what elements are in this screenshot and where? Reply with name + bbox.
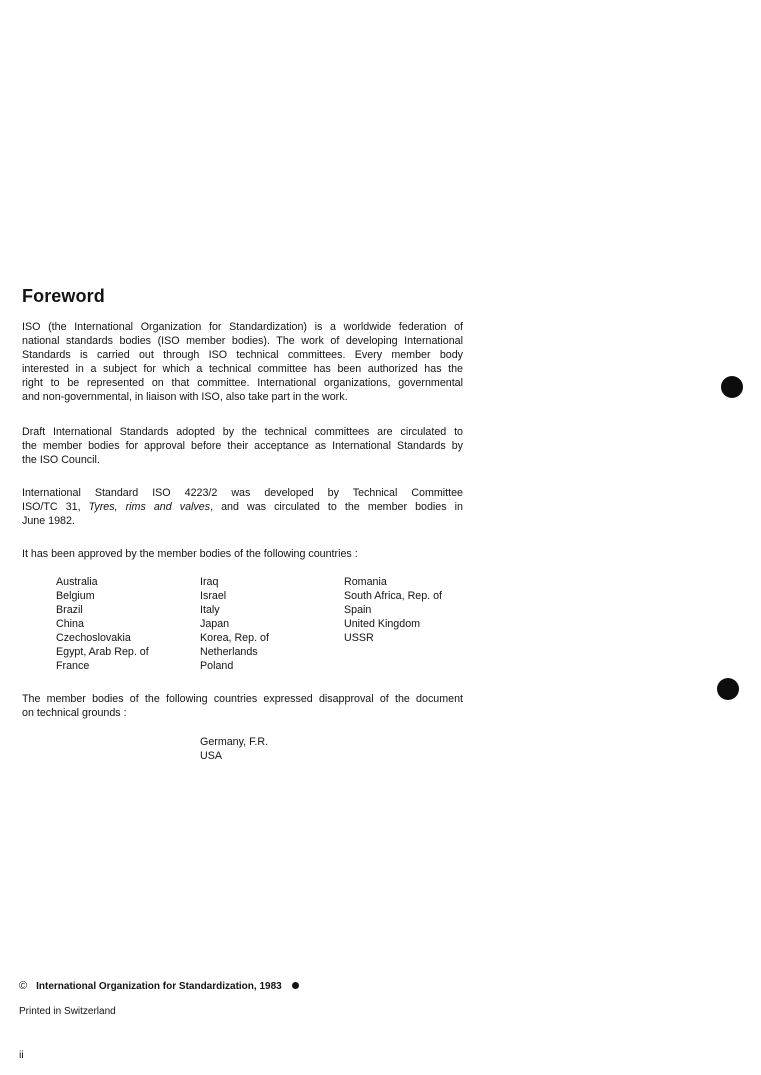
text-line: ISO (the International Organization for Standardization) is a worldwide federation of — [22, 321, 463, 333]
country-item: Romania — [344, 576, 387, 588]
text-segment: ISO/TC 31, — [22, 501, 89, 513]
text-line: interested in a subject for which a technical committee has been authorized has the — [22, 363, 463, 375]
country-item: Brazil — [56, 604, 83, 616]
text-segment: , and was circulated to the member bodies in — [210, 501, 463, 513]
copyright-notice — [19, 979, 299, 994]
country-item: Germany, F.R. — [200, 736, 269, 748]
text-line: the member bodies for approval before their acceptance as International Standards by — [22, 440, 463, 452]
paragraph-approval — [22, 547, 463, 561]
country-item: Australia — [56, 576, 98, 588]
text-line: right to be represented on that committee. International organizations, governmental — [22, 377, 463, 389]
copyright-icon: © — [19, 980, 28, 992]
text-line: International Standard ISO 4223/2 was developed by Technical Committee — [22, 487, 463, 499]
country-item: Spain — [344, 604, 372, 616]
country-item: France — [56, 660, 90, 672]
page-number: ii — [19, 1049, 24, 1061]
country-item: USSR — [344, 632, 374, 644]
text-line: Draft International Standards adopted by the technical committees are circulated to — [22, 426, 463, 438]
text-line: The member bodies of the following countries expressed disapproval of the document — [22, 693, 463, 705]
disapproving-countries — [200, 735, 268, 763]
committee-title: Tyres, rims and valves — [88, 501, 211, 513]
text-line — [22, 500, 463, 514]
approving-countries-column-1 — [56, 575, 149, 673]
text-line: on technical grounds : — [22, 707, 127, 719]
text-line: and non-governmental, in liaison with ISO, also take part in the work. — [22, 391, 348, 403]
text-line: June 1982. — [22, 515, 75, 527]
country-item: Iraq — [200, 576, 219, 588]
copyright-text: International Organization for Standardization, 1983 — [36, 981, 282, 992]
country-item: Israel — [200, 590, 227, 602]
punch-hole-icon — [717, 678, 739, 700]
paragraph-iso-intro — [22, 320, 463, 404]
country-item: Czechoslovakia — [56, 632, 131, 644]
country-item: China — [56, 618, 84, 630]
paragraph-standard-development — [22, 486, 463, 528]
country-item: United Kingdom — [344, 618, 421, 630]
country-item: South Africa, Rep. of — [344, 590, 443, 602]
text-line: the ISO Council. — [22, 454, 100, 466]
country-item: Italy — [200, 604, 220, 616]
country-item: Japan — [200, 618, 230, 630]
approving-countries-column-2 — [200, 575, 269, 673]
approving-countries-column-3 — [344, 575, 442, 645]
country-item: Korea, Rep. of — [200, 632, 269, 644]
country-item: Netherlands — [200, 646, 258, 658]
country-item: Egypt, Arab Rep. of — [56, 646, 149, 658]
text-line: Standards is carried out through ISO technical committees. Every member body — [22, 349, 463, 361]
text-line: national standards bodies (ISO member bodies). The work of developing International — [22, 335, 463, 347]
bullet-dot-icon — [292, 982, 299, 989]
country-item: Poland — [200, 660, 234, 672]
printed-location: Printed in Switzerland — [19, 1006, 116, 1017]
country-item: USA — [200, 750, 222, 762]
paragraph-draft-standards — [22, 425, 463, 467]
paragraph-disapproval — [22, 692, 463, 720]
country-item: Belgium — [56, 590, 95, 602]
text-line: It has been approved by the member bodies of the following countries : — [22, 548, 358, 560]
page-title: Foreword — [22, 286, 105, 306]
punch-hole-icon — [721, 376, 743, 398]
